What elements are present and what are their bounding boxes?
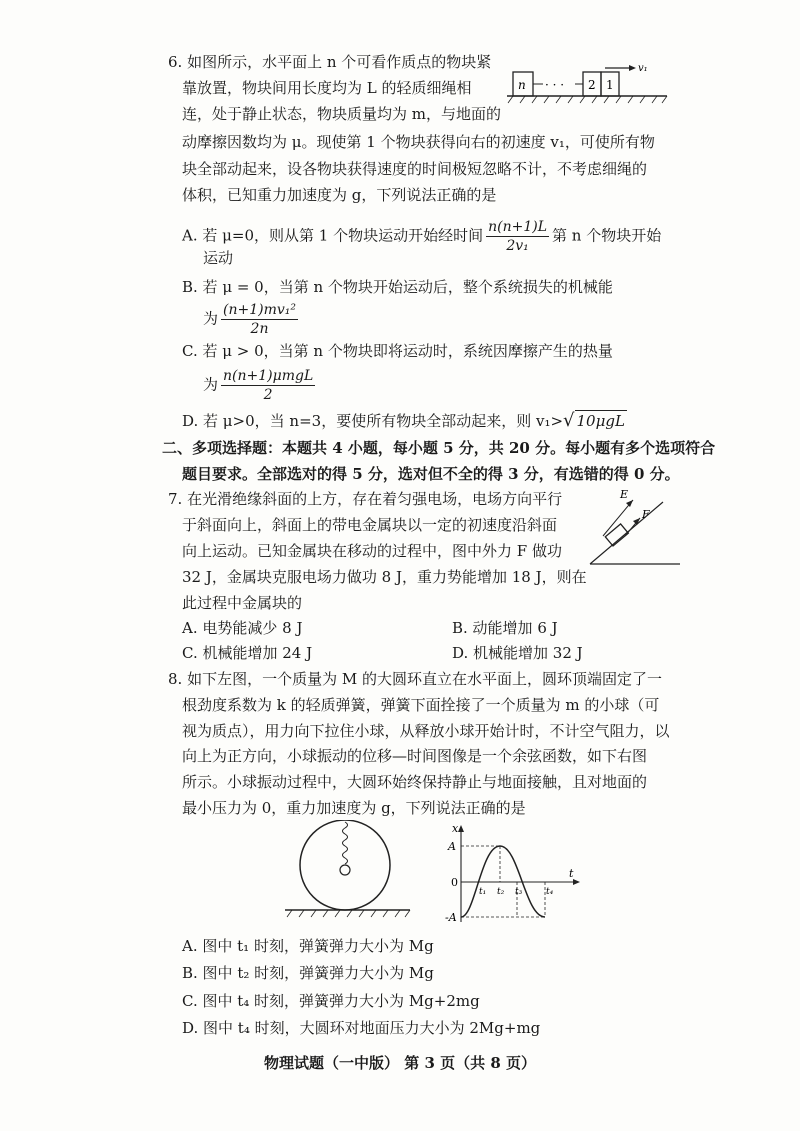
section-2-header-line-2: 题目要求。全部选对的得 5 分，选对但不全的得 3 分，有选错的得 0 分。 — [182, 465, 680, 483]
field-e-arrowhead — [626, 500, 633, 507]
q6-option-b-line-1: B. 若 μ = 0，当第 n 个物块开始运动后，整个系统损失的机械能 — [182, 278, 613, 296]
t2-label: t₂ — [497, 887, 505, 897]
section-2-header-line-1: 二、多项选择题：本题共 4 小题，每小题 5 分，共 20 分。每小题有多个选项符合 — [162, 439, 716, 457]
incline-surface — [590, 502, 663, 564]
q8-line-4: 向上为正方向，小球振动的位移—时间图像是一个余弦函数，如下右图 — [182, 747, 648, 765]
q7-line-5: 此过程中金属块的 — [182, 594, 303, 612]
origin-label: 0 — [451, 876, 458, 889]
page-footer: 物理试题（一中版） 第 3 页（共 8 页） — [264, 1054, 536, 1072]
q8-line-2: 根劲度系数为 k 的轻质弹簧，弹簧下面拴接了一个质量为 m 的小球（可 — [182, 696, 660, 714]
q6-option-a-fraction — [486, 218, 549, 255]
fraction-denominator: 2v₁ — [506, 238, 529, 254]
q7-option-b: B. 动能增加 6 J — [452, 619, 558, 637]
block-1-label: 1 — [606, 78, 614, 92]
ground-hatching — [508, 96, 667, 103]
q8-option-d: D. 图中 t₄ 时刻，大圆环对地面压力大小为 2Mg+mg — [182, 1019, 541, 1037]
q6-option-a-text-after: 第 n 个物块开始 — [552, 226, 662, 245]
fraction-numerator: (n+1)mv₁² — [223, 302, 297, 318]
force-f-label: F — [642, 508, 650, 521]
q7-line-1: 7. 在光滑绝缘斜面的上方，存在着匀强电场，电场方向平行 — [168, 490, 563, 508]
q6-line-5: 块全部动起来，设各物块获得速度的时间极短忽略不计，不考虑细绳的 — [182, 160, 648, 178]
q6-line-4: 动摩擦因数均为 μ。现使第 1 个物块获得向右的初速度 v₁，可使所有物 — [182, 133, 655, 151]
q8-option-a: A. 图中 t₁ 时刻，弹簧弹力大小为 Mg — [182, 937, 434, 955]
small-ball — [340, 865, 350, 875]
q6-option-c-prefix: 为 — [203, 375, 219, 394]
q6-option-c-fraction — [221, 367, 315, 404]
force-f-arrowhead — [633, 518, 640, 525]
fraction-denominator: 2 — [263, 387, 273, 403]
fraction-denominator: 2n — [250, 321, 269, 337]
q6-option-a-text: A. 若 μ=0，则从第 1 个物块运动开始经时间 — [182, 226, 484, 245]
x-axis-arrowhead — [458, 825, 464, 832]
block-2-label: 2 — [588, 78, 596, 92]
q7-incline-figure — [585, 484, 685, 574]
q6-option-a-continued: 运动 — [203, 249, 234, 267]
block-n-label: n — [518, 78, 526, 92]
spring — [343, 822, 348, 864]
q6-option-d-text: D. 若 μ>0，当 n=3，要使所有物块全部动起来，则 v₁> — [182, 412, 564, 430]
q8-line-1: 8. 如下左图，一个质量为 M 的大圆环直立在水平面上，圆环顶端固定了一 — [168, 670, 662, 688]
sqrt-radicand: 10μgL — [576, 412, 625, 430]
t4-label: t₄ — [546, 887, 554, 897]
q8-option-b: B. 图中 t₂ 时刻，弹簧弹力大小为 Mg — [182, 964, 434, 982]
q6-line-2: 靠放置，物块间用长度均为 L 的轻质细绳相 — [182, 79, 472, 97]
blocks-ellipsis: · · · — [545, 78, 565, 92]
q7-option-c: C. 机械能增加 24 J — [182, 644, 313, 662]
q7-option-a: A. 电势能减少 8 J — [182, 619, 303, 637]
t-axis-arrowhead — [573, 879, 580, 885]
q6-option-b-prefix: 为 — [203, 309, 219, 328]
q7-option-d: D. 机械能增加 32 J — [452, 644, 583, 662]
velocity-arrowhead — [629, 65, 636, 71]
ground-hatching — [287, 910, 410, 917]
velocity-label: v₁ — [638, 63, 648, 74]
x-axis-label: x — [452, 822, 459, 835]
fraction-numerator: n(n+1)μmgL — [223, 368, 314, 384]
t-axis-label: t — [569, 867, 574, 880]
q6-option-b-fraction — [221, 301, 298, 338]
q8-ring-figure — [280, 820, 420, 925]
q8-line-5: 所示。小球振动过程中，大圆环始终保持静止与地面接触，且对地面的 — [182, 773, 648, 791]
q8-line-6: 最小压力为 0，重力加速度为 g，下列说法正确的是 — [182, 799, 526, 817]
q8-xt-graph — [445, 822, 585, 927]
amplitude-label: A — [448, 840, 456, 853]
t1-label: t₁ — [479, 887, 487, 897]
t3-label: t₃ — [515, 887, 523, 897]
q6-option-c-line-1: C. 若 μ > 0，当第 n 个物块即将运动时，系统因摩擦产生的热量 — [182, 342, 613, 360]
q8-line-3: 视为质点），用力向下拉住小球，从释放小球开始计时，不计空气阻力，以 — [182, 722, 670, 740]
q6-blocks-figure — [505, 60, 670, 115]
q7-line-2: 于斜面向上，斜面上的带电金属块以一定的初速度沿斜面 — [182, 516, 558, 534]
q7-line-4: 32 J，金属块克服电场力做功 8 J，重力势能增加 18 J，则在 — [182, 568, 587, 586]
q7-line-3: 向上运动。已知金属块在移动的过程中，图中外力 F 做功 — [182, 542, 562, 560]
q6-option-d-sqrt: √ 10μgL — [563, 410, 625, 431]
q6-option-c-line-2 — [203, 367, 318, 404]
q6-option-d — [182, 410, 627, 432]
negative-amplitude-label: -A — [445, 911, 457, 924]
field-e-label: E — [620, 488, 629, 501]
fraction-numerator: n(n+1)L — [488, 219, 547, 235]
q6-option-a — [182, 218, 661, 255]
q6-option-b-line-2 — [203, 301, 301, 338]
q6-line-6: 体积，已知重力加速度为 g，下列说法正确的是 — [182, 186, 497, 204]
q6-line-3: 连，处于静止状态，物块质量均为 m，与地面的 — [182, 105, 501, 123]
q8-option-c: C. 图中 t₄ 时刻，弹簧弹力大小为 Mg+2mg — [182, 992, 480, 1010]
q6-line-1: 6. 如图所示，水平面上 n 个可看作质点的物块紧 — [168, 53, 492, 71]
